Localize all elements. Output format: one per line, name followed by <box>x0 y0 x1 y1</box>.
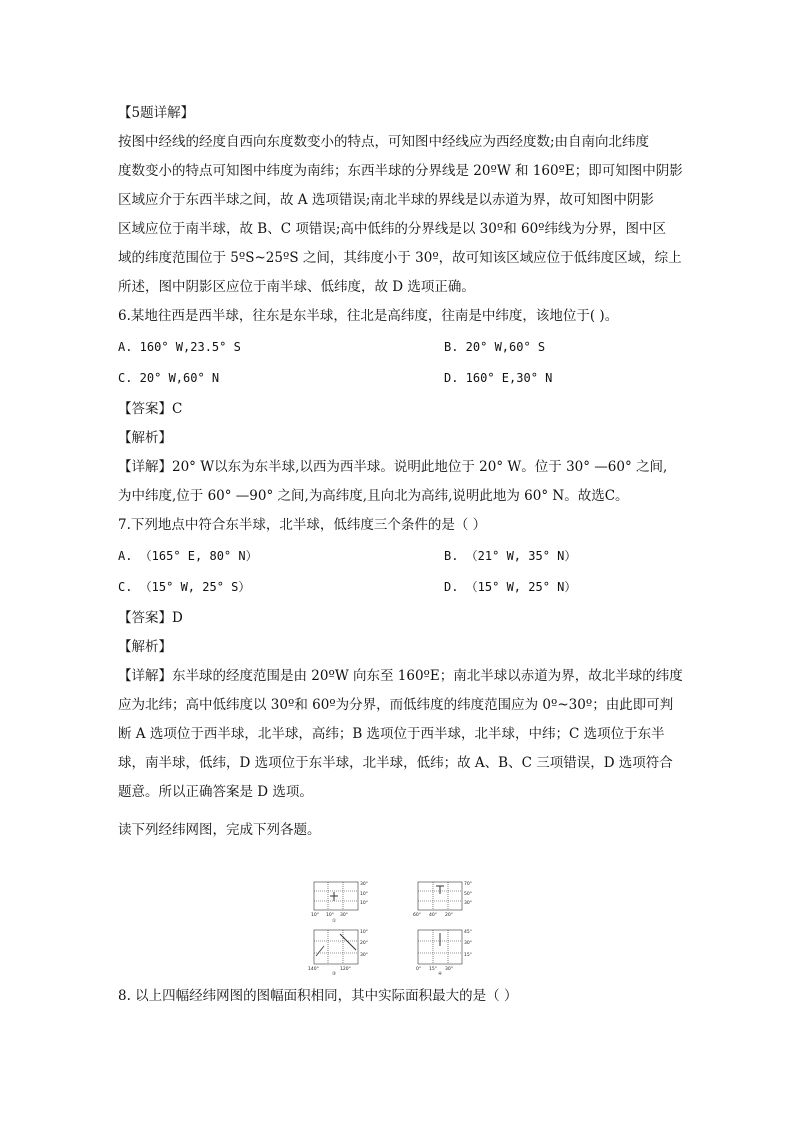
figure-4 <box>418 930 462 964</box>
q7-option-c: C. （15° W, 25° S） <box>118 580 251 594</box>
fig1-lat-label-1: 30° <box>360 882 368 887</box>
q7-detail-2: 应为北纬；高中低纬度以 30º和 60º为分界，而低纬度的纬度范围应为 0º~30º；由此即可判 <box>118 697 674 713</box>
q7-stem: 7.下列地点中符合东半球，北半球，低纬度三个条件的是（ ） <box>118 517 487 533</box>
fig3-lon-label-1: 140° <box>308 967 319 972</box>
q6-answer: 【答案】C <box>118 401 183 417</box>
q5-line-2: 度数变小的特点可知图中纬度为南纬；东西半球的分界线是 20ºW 和 160ºE；即可知图中阴影 <box>118 163 683 179</box>
fig3-lat-label-1: 10° <box>360 930 368 935</box>
q6-option-a: A. 160° W,23.5° S <box>118 340 241 354</box>
q5-line-4: 区域应位于南半球，故 B、C 项错误;高中低纬的分界线是以 30º和 60º纬线为分界，图中区 <box>118 221 667 237</box>
fig3-lat-label-2: 20° <box>360 941 368 946</box>
latlong-figures <box>300 876 490 976</box>
fig3-lon-label-2: 120° <box>340 967 351 972</box>
fig1-lat-label-2: 10° <box>360 892 368 897</box>
q6-analysis-heading: 【解析】 <box>118 430 172 446</box>
fig4-lat-label-1: 45° <box>464 930 472 935</box>
q5-line-3: 区域应介于东西半球之间，故 A 选项错误;南北半球的界线是以赤道为界，故可知图中阴影 <box>118 192 654 208</box>
fig1-lon-label-3: 30° <box>340 913 348 918</box>
q5-line-1: 按图中经线的经度自西向东度数变小的特点，可知图中经线应为西经度数;由自南向北纬度 <box>118 134 650 150</box>
fig4-lat-label-2: 30° <box>464 941 472 946</box>
q5-heading: 【5题详解】 <box>118 105 195 121</box>
q7-option-b: B. （21° W, 35° N） <box>444 549 577 563</box>
fig4-number: ④ <box>438 972 443 976</box>
q7-detail-5: 题意。所以正确答案是 D 选项。 <box>118 784 313 800</box>
fig4-lon-label-3: 30° <box>445 967 453 972</box>
fig4-lat-label-3: 15° <box>464 953 472 958</box>
q6-stem: 6.某地往西是西半球，往东是东半球，往北是高纬度，往南是中纬度，该地位于( )。 <box>118 308 619 324</box>
q7-analysis-heading: 【解析】 <box>118 639 172 655</box>
q6-detail-2: 为中纬度,位于 60° —90° 之间,为高纬度,且向北为高纬,说明此地为 60° N。故选C。 <box>118 488 629 504</box>
latlong-figures-svg <box>300 876 490 976</box>
q5-line-6: 所述，图中阴影区应位于南半球、低纬度，故 D 选项正确。 <box>118 279 475 295</box>
q7-detail-3: 断 A 选项位于西半球，北半球，高纬；B 选项位于西半球，北半球，中纬；C 选项位于东半 <box>118 726 665 742</box>
fig2-lon-label-1: 60° <box>413 913 421 918</box>
fig1-number: ① <box>332 919 337 924</box>
fig3-number: ③ <box>332 972 337 976</box>
q8-stem: 8. 以上四幅经纬网图的图幅面积相同，其中实际面积最大的是（ ） <box>118 988 518 1004</box>
fig2-lat-label-2: 50° <box>464 892 472 897</box>
figure-1 <box>314 882 358 910</box>
q7-detail-4: 球，南半球，低纬，D 选项位于东半球，北半球，低纬；故 A、B、C 三项错误，D 选项符合 <box>118 755 673 771</box>
q7-answer: 【答案】D <box>118 610 183 626</box>
q7-option-a: A. （165° E, 80° N） <box>118 549 258 563</box>
fig4-lon-label-2: 15° <box>429 967 437 972</box>
fig4-lon-label-1: 0° <box>416 967 422 972</box>
q5-line-5: 域的纬度范围位于 5ºS~25ºS 之间，其纬度小于 30º，故可知该区域应位于低纬度区域，综上 <box>118 250 682 266</box>
figure-2 <box>418 882 462 910</box>
q6-detail-1: 【详解】20° W以东为东半球,以西为西半球。说明此地位于 20° W。位于 30° —60° 之间, <box>118 459 668 475</box>
q6-option-c: C. 20° W,60° N <box>118 371 220 385</box>
fig1-lat-label-3: 10° <box>360 901 368 906</box>
q7-detail-1: 【详解】东半球的经度范围是由 20ºW 向东至 160ºE；南北半球以赤道为界，故北半球的纬度 <box>118 668 683 684</box>
fig2-lon-label-2: 40° <box>429 913 437 918</box>
fig2-lat-label-1: 70° <box>464 882 472 887</box>
fig1-lon-label-1: 10° <box>311 913 319 918</box>
figure-intro: 读下列经纬网图，完成下列各题。 <box>118 822 321 838</box>
q7-option-d: D. （15° W, 25° N） <box>444 580 577 594</box>
q6-option-b: B. 20° W,60° S <box>444 340 546 354</box>
q6-option-d: D. 160° E,30° N <box>444 371 553 385</box>
fig1-lon-label-2: 10° <box>326 913 334 918</box>
figure-3 <box>314 930 358 964</box>
fig2-lat-label-3: 30° <box>464 901 472 906</box>
fig3-lat-label-3: 30° <box>360 953 368 958</box>
fig2-lon-label-3: 20° <box>445 913 453 918</box>
